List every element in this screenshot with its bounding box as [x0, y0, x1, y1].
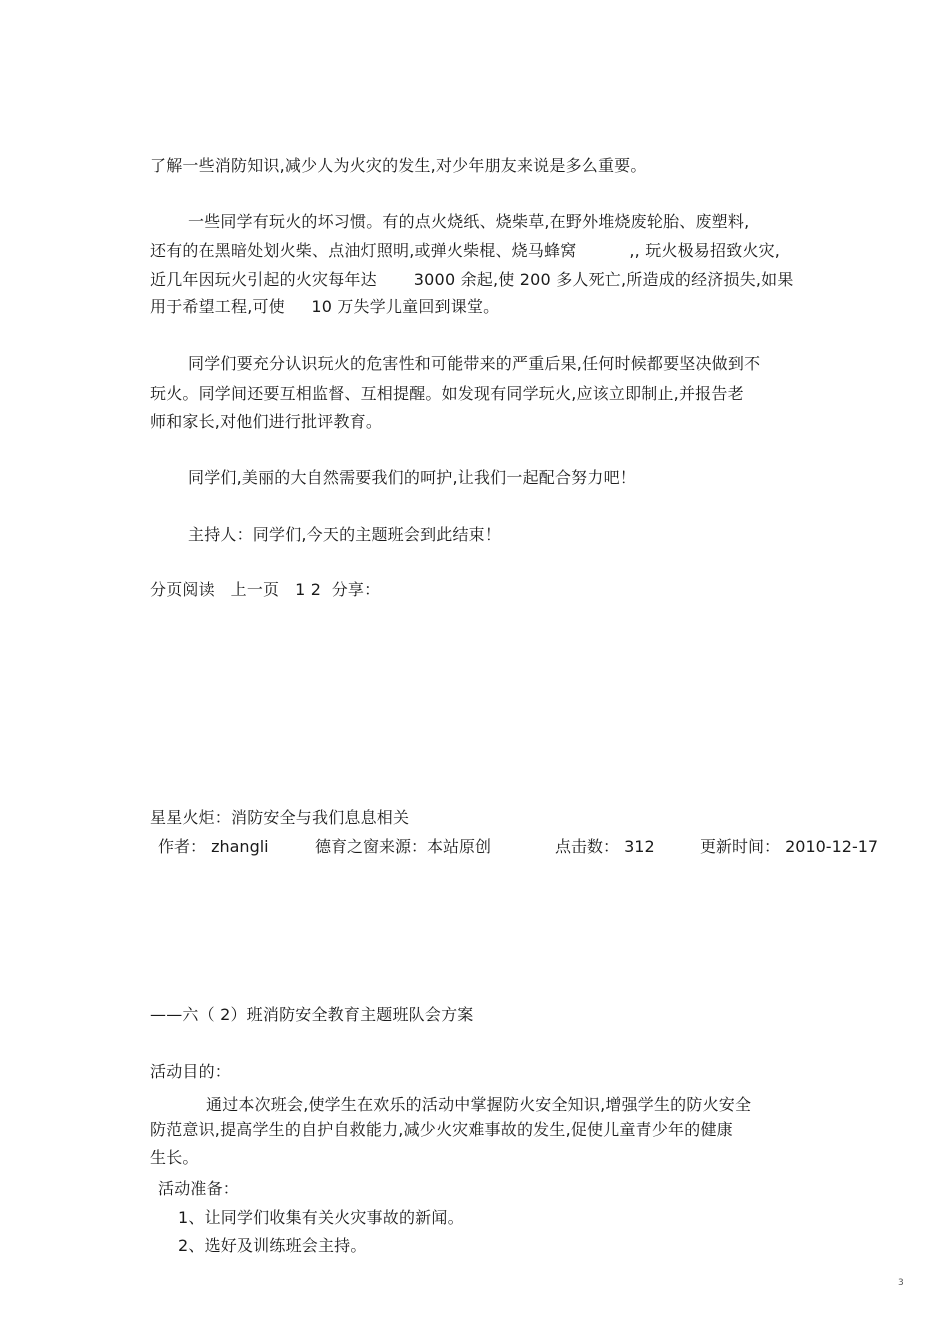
- source-label: 德育之窗来源：本站原创: [315, 837, 492, 856]
- paragraph-line: 玩火。同学间还要互相监督、互相提醒。如发现有同学玩火,应该立即制止,并报告老: [150, 384, 744, 403]
- paragraph-line: 同学们,美丽的大自然需要我们的呵护,让我们一起配合努力吧！: [188, 468, 636, 487]
- section-heading: 活动准备：: [158, 1179, 240, 1198]
- paragraph-line: 生长。: [150, 1148, 199, 1167]
- paragraph-line: 一些同学有玩火的坏习惯。有的点火烧纸、烧柴草,在野外堆烧废轮胎、废塑料,: [188, 212, 750, 231]
- list-item: 1、让同学们收集有关火灾事故的新闻。: [178, 1208, 464, 1227]
- paragraph-line: 师和家长,对他们进行批评教育。: [150, 412, 383, 431]
- click-count: 点击数： 312: [555, 837, 655, 856]
- list-item: 2、选好及训练班会主持。: [178, 1236, 367, 1255]
- paragraph-line: 用于希望工程,可使 10 万失学儿童回到课堂。: [150, 297, 500, 316]
- paragraph-line: 同学们要充分认识玩火的危害性和可能带来的严重后果,任何时候都要坚决做到不: [188, 354, 761, 373]
- author-label: 作者： zhangli: [158, 837, 269, 856]
- page-number: 3: [898, 1278, 904, 1288]
- paragraph-line: 还有的在黑暗处划火柴、点油灯照明,或弹火柴棍、烧马蜂窝 ,, 玩火极易招致火灾,: [150, 241, 781, 260]
- paragraph-line: 通过本次班会,使学生在欢乐的活动中掌握防火安全知识,增强学生的防火安全: [206, 1095, 752, 1114]
- pagination-share-line: 分页阅读 上一页 1 2 分享：: [150, 580, 381, 599]
- paragraph-line: 了解一些消防知识,减少人为火灾的发生,对少年朋友来说是多么重要。: [150, 156, 647, 175]
- article-title: 星星火炬：消防安全与我们息息相关: [150, 808, 410, 827]
- update-time: 更新时间： 2010-12-17: [700, 837, 879, 856]
- paragraph-line: 防范意识,提高学生的自护自救能力,减少火灾难事故的发生,促使儿童青少年的健康: [150, 1120, 733, 1139]
- section-heading: 活动目的：: [150, 1062, 232, 1081]
- plan-subtitle: ——六（ 2）班消防安全教育主题班队会方案: [150, 1005, 474, 1024]
- paragraph-line: 近几年因玩火引起的火灾每年达 3000 余起,使 200 多人死亡,所造成的经济损失,如果: [150, 270, 794, 289]
- paragraph-line: 主持人：同学们,今天的主题班会到此结束！: [188, 525, 502, 544]
